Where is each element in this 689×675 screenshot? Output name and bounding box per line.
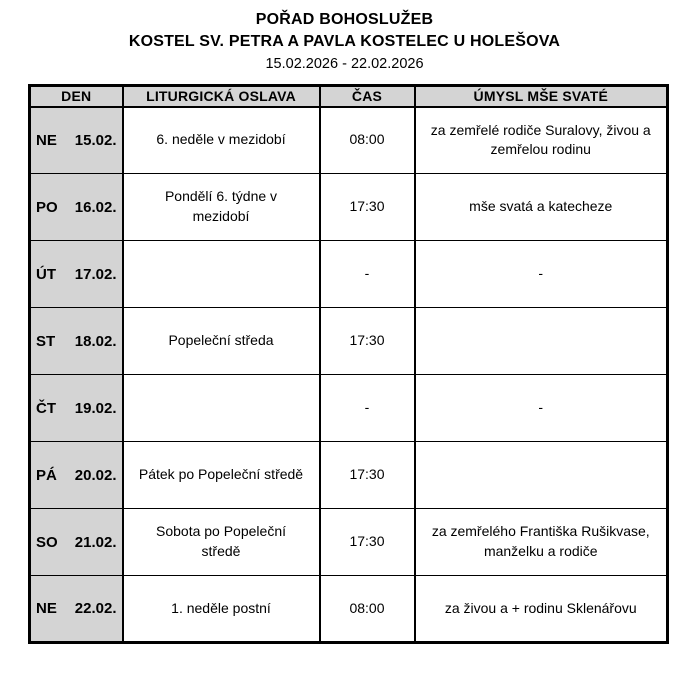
mass-intention-cell: za zemřelého Františka Rušikvase, manželku a rodiče	[415, 509, 668, 576]
day-cell	[30, 174, 123, 241]
time-cell: -	[320, 375, 415, 442]
mass-intention-cell	[415, 442, 668, 509]
day-abbreviation: PO	[36, 198, 58, 216]
table-row	[30, 308, 668, 375]
day-abbreviation: NE	[36, 131, 57, 149]
day-date: 16.02.	[74, 198, 117, 216]
date-range: 15.02.2026 - 22.02.2026	[265, 56, 424, 72]
day-cell	[30, 308, 123, 375]
document-title: POŘAD BOHOSLUŽEB	[255, 11, 434, 28]
time-cell: 17:30	[320, 509, 415, 576]
mass-intention-cell: za zemřelé rodiče Suralovy, živou a zemřelou rodinu	[415, 107, 668, 174]
day-cell	[30, 576, 123, 643]
day-cell	[30, 442, 123, 509]
day-abbreviation: SO	[36, 533, 58, 551]
mass-intention-cell: -	[415, 375, 668, 442]
day-date: 15.02.	[74, 131, 117, 149]
column-header: ÚMYSL MŠE SVATÉ	[415, 86, 668, 107]
day-abbreviation: ČT	[36, 399, 56, 417]
liturgical-celebration-cell: 6. neděle v mezidobí	[123, 107, 320, 174]
table-row	[30, 107, 668, 174]
column-header: ČAS	[320, 86, 415, 107]
time-cell: 17:30	[320, 308, 415, 375]
time-cell: 17:30	[320, 442, 415, 509]
day-date: 17.02.	[74, 265, 117, 283]
day-date: 19.02.	[74, 399, 117, 417]
liturgical-celebration-cell: Popeleční středa	[123, 308, 320, 375]
time-cell: 08:00	[320, 576, 415, 643]
liturgical-celebration-cell: Pátek po Popeleční středě	[123, 442, 320, 509]
table-row	[30, 442, 668, 509]
day-abbreviation: NE	[36, 600, 57, 617]
liturgical-celebration-cell: Pondělí 6. týdne v mezidobí	[123, 174, 320, 241]
mass-intention-cell: za živou a + rodinu Sklenářovu	[415, 576, 668, 643]
day-abbreviation: ÚT	[36, 265, 56, 283]
day-date: 21.02.	[74, 533, 117, 551]
column-header: LITURGICKÁ OSLAVA	[123, 86, 320, 107]
liturgical-celebration-cell: 1. neděle postní	[123, 576, 320, 643]
liturgical-celebration-cell: Sobota po Popeleční středě	[123, 509, 320, 576]
liturgical-celebration-cell	[123, 241, 320, 308]
table-row	[30, 509, 668, 576]
mass-intention-cell: -	[415, 241, 668, 308]
table-header-row	[30, 86, 668, 107]
schedule-table	[28, 84, 669, 644]
day-cell	[30, 107, 123, 174]
table-row	[30, 241, 668, 308]
time-cell: 17:30	[320, 174, 415, 241]
document-header	[0, 0, 689, 75]
day-cell	[30, 241, 123, 308]
liturgical-celebration-cell	[123, 375, 320, 442]
table-row	[30, 375, 668, 442]
day-cell	[30, 509, 123, 576]
day-date: 20.02.	[74, 466, 117, 484]
column-header: DEN	[30, 86, 123, 107]
time-cell: -	[320, 241, 415, 308]
day-abbreviation: PÁ	[36, 466, 57, 484]
day-abbreviation: ST	[36, 332, 56, 350]
table-row	[30, 576, 668, 643]
mass-intention-cell: mše svatá a katecheze	[415, 174, 668, 241]
day-cell	[30, 375, 123, 442]
time-cell: 08:00	[320, 107, 415, 174]
mass-intention-cell	[415, 308, 668, 375]
table-row	[30, 174, 668, 241]
church-name: KOSTEL SV. PETRA A PAVLA KOSTELEC U HOLEŠOVA	[128, 33, 561, 50]
day-date: 18.02.	[74, 332, 117, 350]
day-date: 22.02.	[74, 600, 117, 617]
